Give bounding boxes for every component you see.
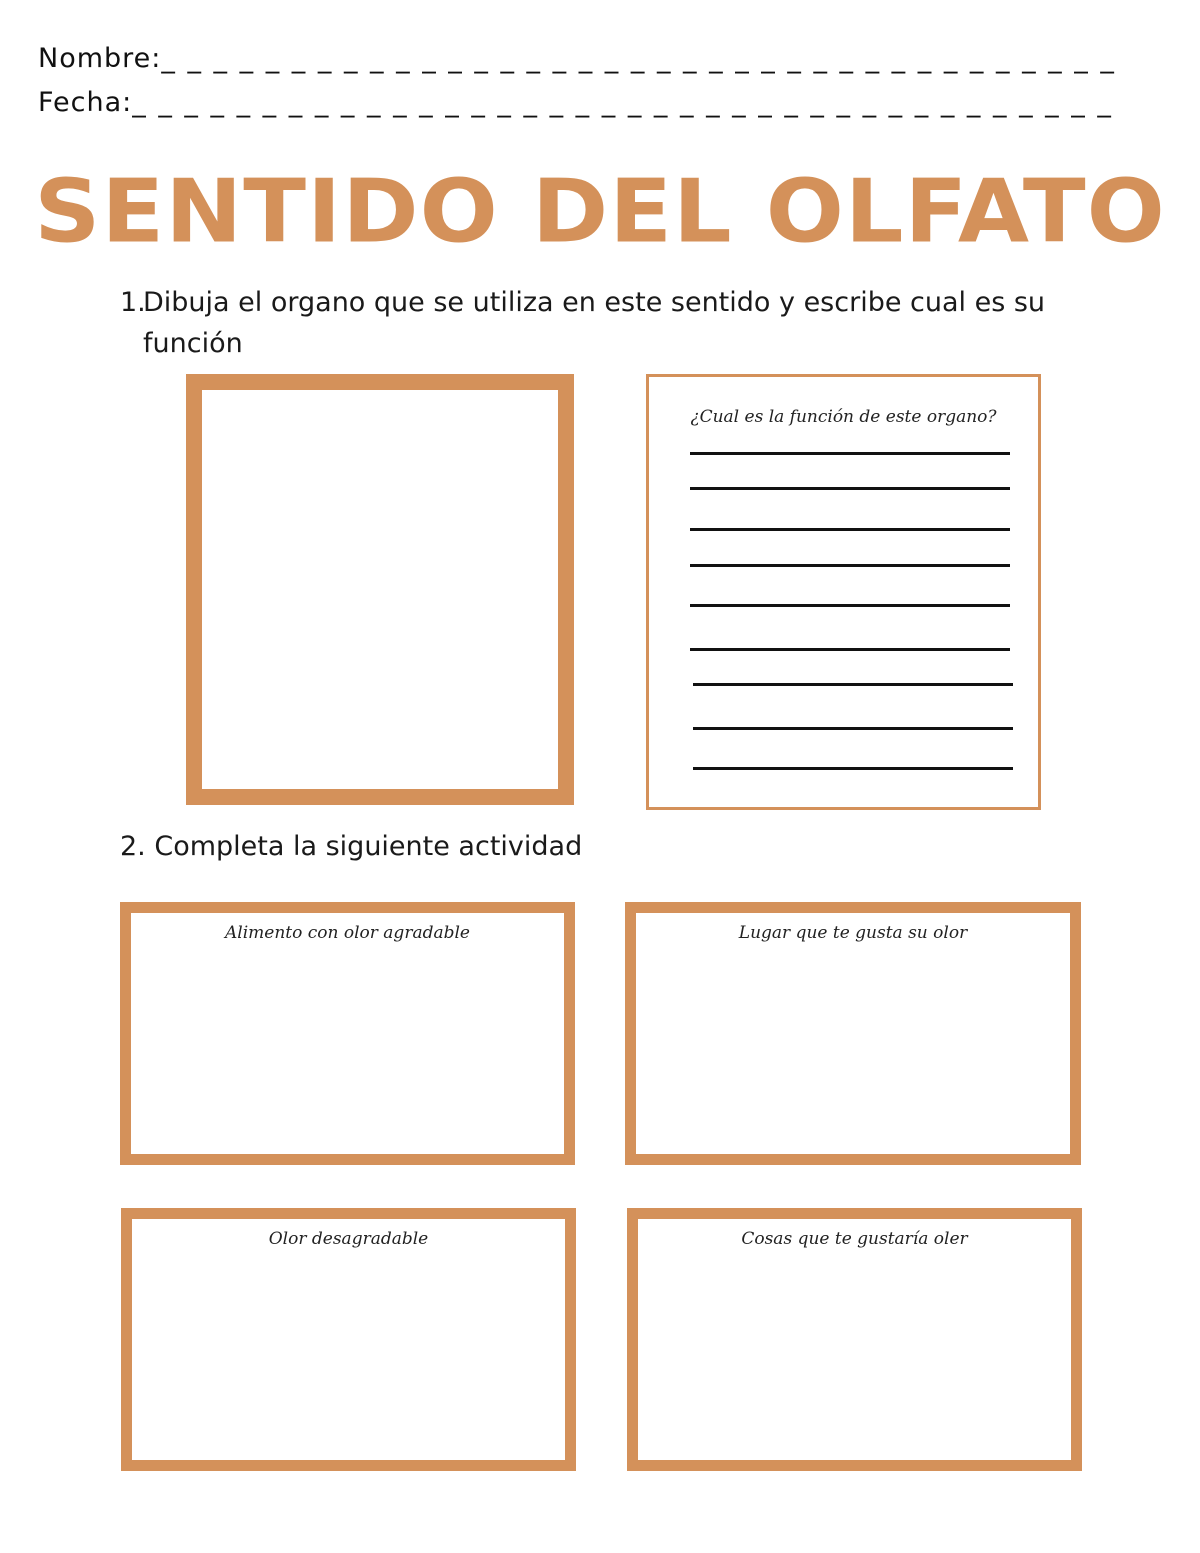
- writing-line[interactable]: [690, 564, 1010, 567]
- writing-line[interactable]: [693, 727, 1013, 730]
- activity-box-things-to-smell[interactable]: [627, 1208, 1082, 1471]
- date-label: Fecha:: [38, 87, 133, 118]
- writing-line[interactable]: [690, 452, 1010, 455]
- function-prompt: ¿Cual es la función de este organo?: [690, 407, 997, 427]
- writing-line[interactable]: [693, 767, 1013, 770]
- function-answer-box[interactable]: [646, 374, 1041, 810]
- name-label: Nombre:: [38, 43, 162, 74]
- activity-box-label: Alimento con olor agradable: [225, 923, 470, 943]
- activity-box-label: Olor desagradable: [268, 1229, 429, 1249]
- instruction-2: 2. Completa la siguiente actividad: [120, 831, 583, 862]
- writing-line[interactable]: [690, 648, 1010, 651]
- date-field[interactable]: [38, 86, 1113, 120]
- instruction-1-number: 1.: [120, 287, 146, 318]
- instruction-1-text: Dibuja el organo que se utiliza en este sentido y escribe cual es su función: [143, 287, 1046, 359]
- writing-line[interactable]: [693, 683, 1013, 686]
- name-blank[interactable]: _ _ _ _ _ _ _ _ _ _ _ _ _ _ _ _ _ _ _ _ _ _ _ _ _ _ _ _ _ _ _ _ _ _ _ _ _: [161, 43, 1116, 74]
- activity-box-label: Cosas que te gustaría oler: [741, 1229, 968, 1249]
- activity-box-unpleasant-smell[interactable]: [121, 1208, 576, 1471]
- date-blank[interactable]: _ _ _ _ _ _ _ _ _ _ _ _ _ _ _ _ _ _ _ _ _ _ _ _ _ _ _ _ _ _ _ _ _ _ _ _ _ _: [132, 87, 1113, 118]
- instruction-1: [120, 282, 1080, 364]
- activity-box-label: Lugar que te gusta su olor: [738, 923, 968, 943]
- drawing-box[interactable]: [186, 374, 574, 805]
- activity-box-liked-place[interactable]: [625, 902, 1081, 1165]
- activity-box-pleasant-food[interactable]: [120, 902, 575, 1165]
- name-field[interactable]: [38, 42, 1116, 76]
- writing-line[interactable]: [690, 528, 1010, 531]
- writing-line[interactable]: [690, 487, 1010, 490]
- page-title: SENTIDO DEL OLFATO: [34, 160, 1166, 263]
- writing-line[interactable]: [690, 604, 1010, 607]
